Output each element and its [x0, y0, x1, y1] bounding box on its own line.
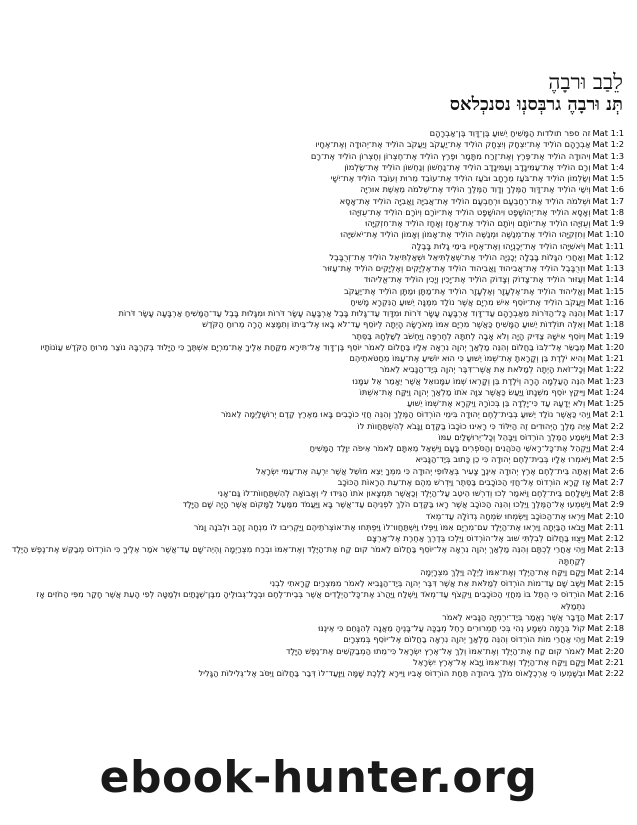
verse-row	[10, 241, 624, 252]
verse-reference: Mat 2:15	[587, 578, 624, 588]
verse-text: וַיֵּשֶׁב שָׁם עַד־מוֹת הוֹרְדוֹס לְמַלֹּאת אֵת אֲשֶׁר דִּבֶּר יְהוָה בְּיַד־הַנָּבִיא לֵאמֹר מִמִּצְרַיִם קָרָאתִי לִבְנִי	[269, 578, 586, 588]
verse-text: וְיִשַׁי הוֹלִיד אֶת־דָּוִד הַמֶּלֶךְ וְדָוִד הַמֶּלֶךְ הוֹלִיד אֶת־שְׁלֹמֹה מֵאֵשֶׁת אוּרִיָּה	[360, 184, 591, 195]
verse-row	[10, 634, 624, 645]
verse-row	[10, 387, 624, 398]
verse-row	[10, 657, 624, 668]
verse-text: וְאַחֲרֵי הִגָּלוֹת בָּבֶלָה יְכָנְיָה הוֹלִיד אֶת־שְׁאַלְתִּיאֵל וּשְׁאַלְתִּיאֵל הוֹלִיד אֶת־זְרֻבָּבֶל	[329, 251, 586, 262]
verse-text: הִנֵּה הָעַלְמָה הָרָה וְיֹלֶדֶת בֵּן וְקָרְאוּ שְׁמוֹ עִמָּנוּאֵל אֲשֶׁר יֵאָמֵר אֵל עִמָּנוּ	[352, 375, 586, 386]
verse-row	[10, 511, 624, 522]
verse-row	[10, 533, 624, 544]
verse-reference: Mat 1:8	[592, 206, 624, 217]
verse-reference: Mat 2:2	[592, 420, 624, 431]
verse-reference: Mat 2:5	[592, 454, 624, 465]
verse-row	[10, 364, 624, 375]
verse-text: וַיִּשְׁלָחֵם בֵּית־לֶחֶם וַיֹּאמַר לְכוּ וְדִרְשׁוּ הֵיטֵב עַל־הַיֶּלֶד וְכַאֲשֶׁר תִּמְצָאוּן אֹתוֹ הַגִּידוּ לִי וְאָבוֹאָה לְהִשְׁתַּחֲווֹת־לוֹ גַּם־אָנִי	[217, 488, 591, 498]
verse-text: וַיִּיקַץ יוֹסֵף מִשְּׁנָתוֹ וַיַּעַשׂ כַּאֲשֶׁר צִוָּה אֹתוֹ מַלְאַךְ יְהוָה וַיִּקַּח אֶת־אִשְׁתּוֹ	[359, 386, 586, 397]
verse-text: אָז קָרָא הוֹרְדוֹס אֶל־חֲזֵי הַכּוֹכָבִים בַּסֵּתֶר וַיִּדְרשׁ מֵהֶם אֶת־עֵת הֵרָאוֹת הַכּוֹכָב	[337, 476, 591, 487]
verse-text: זה ספר תולדות הַמָּשִׁיחַ יֵשׁוּעַ בֶּן־דָּוִד בֶּן־אַבְרָהָם	[429, 128, 591, 138]
verse-row	[10, 139, 624, 150]
verse-row	[10, 421, 624, 432]
verse-row	[10, 173, 624, 184]
verse-row	[10, 286, 624, 297]
verse-text: וּזְרֻבָּבֶל הוֹלִיד אֶת־אֲבִיהוּד וַאֲבִיהוּד הוֹלִיד אֶת־אֶלְיָקִים וְאֶלְיָקִים הוֹלִיד אֶת־עַזּוּר	[322, 263, 586, 273]
verse-text: וְרָם הוֹלִיד אֶת־עַמִּינָדָב וְעַמִּינָדָב הוֹלִיד אֶת־נַחְשׁוֹן וְנַחְשׁוֹן הוֹלִיד אֶת־שַׂלְמוֹן	[344, 161, 591, 172]
verse-reference: Mat 2:1	[592, 409, 624, 420]
verse-reference: Mat 1:12	[587, 251, 624, 262]
verse-reference: Mat 1:3	[592, 150, 624, 161]
verse-reference: Mat 1:23	[587, 375, 624, 386]
verse-row	[10, 409, 624, 420]
verse-text: וַיְהִי אַחֲרֵי לֶכְתָּם וְהִנֵּה מַלְאַךְ יְהוָה נִרְאָה אֶל־יוֹסֵף בַּחֲלוֹם לֵאמֹר קוּם קַח אֶת־הַיֶּלֶד וְאֶת־אִמּוֹ וּבְרַח מִצְרַיְמָה וֶהְיֵה־שָׁם עַד־אֲשֶׁר אֹמַר אֵלֶיךָ כִּי הוֹרְדוֹס מְבַקֵּשׁ אֶת־נֶפֶשׁ הַיֶּלֶד לְקַחְתָּהּ	[11, 544, 586, 566]
verse-row	[10, 331, 624, 342]
verse-row	[10, 499, 624, 510]
verse-reference: Mat 1:11	[587, 240, 624, 251]
verse-text: וְיוֹסֵף אִישָׁהּ צַדִּיק הָיָה וְלֹא אָבָה לְתִתָּהּ לְחֶרְפָּה וַיַּחְשֹׁב לְשַׁלְּחָהּ בַּסֵּתֶר	[351, 330, 586, 341]
verse-text: וַיִּרְאוּ אֶת־הַכּוֹכָב וַיִּשְׂמְחוּ שִׂמְחָה גְדוֹלָה עַד־מְאֹד	[425, 510, 586, 521]
verse-row	[10, 567, 624, 578]
verse-row	[10, 466, 624, 477]
verse-text: הַדָּבָר אֲשֶׁר נֶאֱמַר בְּיַד־יִרְמְיָה הַנָּבִיא לֵאמֹר	[442, 611, 586, 622]
verse-text: וְעַזּוּר הוֹלִיד אֶת־צָדוֹק וְצָדוֹק הוֹלִיד אֶת־יָכִין וְיָכִין הוֹלִיד אֶת־אֱלִיהוּד	[363, 274, 586, 285]
verse-text: וְלֹא יְדָעָהּ עַד כִּי־יָלְדָה בֵּן בְּכוֹרָהּ וַיִּקְרָא אֶת־שְׁמוֹ יֵשׁוּעַ	[407, 398, 586, 408]
verse-text: אַבְרָהָם הוֹלִיד אֶת־יִצְחָק וְיִצְחָק הוֹלִיד אֶת־יַעֲקֹב וְיַעֲקֹב הוֹלִיד אֶת־יְהוּדָה וְאֶת־אֶחָיו	[315, 139, 591, 150]
verse-text: וַיְהִי אַחֲרֵי מוֹת הוֹרְדוֹס וְהִנֵּה מַלְאַךְ יְהוָה נִרְאָה בַחֲלוֹם אֶל־יוֹסֵף בְּמִצְרָיִם	[343, 634, 586, 645]
verse-row	[10, 229, 624, 240]
verse-row	[10, 623, 624, 634]
verse-row	[10, 207, 624, 218]
verse-text: וַיָּקָם וַיִּקַּח אֶת־הַיֶּלֶד וְאֶת־אִמּוֹ לַיְלָה וַיֵּלֶךְ מִצְרָיְמָה	[420, 566, 586, 577]
verse-reference: Mat 2:16	[587, 589, 624, 600]
verse-row	[10, 252, 624, 263]
verse-row	[10, 454, 624, 465]
verse-text: וְעֻזִּיָּהוּ הוֹלִיד אֶת־יוֹתָם וְיוֹתָם הוֹלִיד אֶת־אָחָז וְאָחָז הוֹלִיד אֶת־חִזְקִיָּהוּ	[365, 218, 591, 228]
verse-reference: Mat 1:9	[592, 218, 624, 228]
verse-row	[10, 646, 624, 657]
verse-text: אַיֵּה מֶלֶךְ הַיְּהוּדִים זֶה הַיִּלּוֹד כִּי רָאִינוּ כוֹכָבוֹ בַּקֶּדֶם וַנָּבֹא לְהִשְׁתַּחֲווֹת לוֹ	[357, 420, 591, 431]
verse-row	[10, 522, 624, 533]
verse-row	[10, 263, 624, 274]
verse-row	[10, 488, 624, 499]
verse-text: וְאֵלֶּה תּוֹלְדוֹת יֵשׁוּעַ הַמָּשִׁיחַ כַּאֲשֶׁר מִרְיָם אִמּוֹ מְאֹרָשָׂה הָיְתָה לְיוֹסֵף עַד־לֹא בָאוּ אֶל־בֵּיתוֹ וְתִמָּצֵא הָרָה מֵרוּחַ הַקֹּדֶשׁ	[202, 319, 586, 330]
verse-reference: Mat 2:14	[587, 566, 624, 577]
verse-reference: Mat 1:21	[587, 353, 624, 363]
verse-row	[10, 544, 624, 567]
verse-text: וְיַעֲקֹב הוֹלִיד אֶת־יוֹסֵף אִישׁ מִרְיָם אֲשֶׁר נוֹלַד מִמֶּנָּה יֵשׁוּעַ הַנִּקְרָא מָשִׁיחַ	[350, 296, 586, 307]
verse-reference: Mat 2:9	[592, 499, 624, 510]
verse-row	[10, 319, 624, 330]
verse-reference: Mat 1:19	[587, 330, 624, 341]
verse-row	[10, 128, 624, 139]
verse-row	[10, 353, 624, 364]
verse-text: וְהִנֵּה כָּל־הַדֹּרוֹת מֵאַבְרָהָם עַד־דָּוִד אַרְבָּעָה עָשָׂר דֹּרוֹת וּמִדָּוִד עַד־גָּלוּת בָּבֶל אַרְבָּעָה עָשָׂר דֹּרוֹת וּמִגָּלוּת בָּבֶל עַד־הַמָּשִׁיחַ אַרְבָּעָה עָשָׂר דֹּרוֹת	[118, 308, 586, 318]
verse-reference: Mat 2:18	[587, 623, 624, 633]
verse-row	[10, 196, 624, 207]
verse-reference: Mat 2:17	[587, 611, 624, 622]
verse-reference: Mat 1:18	[587, 319, 624, 330]
verse-reference: Mat 1:13	[587, 263, 624, 273]
verse-text: וַיָּקָם וַיִּקַּח אֶת־הַיֶּלֶד וְאֶת־אִמּוֹ וַיָּבֹא אֶל־אֶרֶץ יִשְׂרָאֵל	[413, 656, 586, 667]
verse-reference: Mat 2:11	[587, 521, 624, 532]
verse-text: לֵאמֹר קוּם קַח אֶת־הַיֶּלֶד וְאֶת־אִמּוֹ וְלֵךְ אֶל־אֶרֶץ יִשְׂרָאֵל כִּי־מֵתוּ הַמְבַקְשִׁים אֶת־נֶפֶשׁ הַיָּלֶד	[285, 645, 586, 656]
verse-text: וְהִיא יֹלֶדֶת בֵּן וְקָרָאתָ אֶת־שְׁמוֹ יֵשׁוּעַ כִּי הוּא יוֹשִׁיעַ אֶת־עַמּוֹ מֵחַטֹּאתֵיהֶם	[349, 353, 586, 363]
verse-reference: Mat 1:5	[592, 173, 624, 183]
verse-text: וּשְׁלֹמֹה הוֹלִיד אֶת־רְחַבְעָם וּרְחַבְעָם הוֹלִיד אֶת־אֲבִיָּה וַאֲבִיָּה הוֹלִיד אֶת־אָסָא	[339, 195, 591, 206]
verse-text: וַיֹּאמְרוּ אֵלָיו בְּבֵית־לֶחֶם יְהוּדָה כִּי כֵן כָּתוּב בְּיַד־הַנָּבִיא	[415, 454, 591, 465]
verse-text: וְאַתָּה בֵּית־לֶחֶם אֶרֶץ יְהוּדָה אֵינֶךָ צָעִיר בְּאַלּוּפֵי יְהוּדָה כִּי מִמְּךָ יֵצֵא מוֹשֵׁל אֲשֶׁר יִרְעֶה אֶת־עַמִּי יִשְׂרָאֵל	[256, 465, 591, 476]
verse-reference: Mat 2:22	[587, 668, 624, 678]
verse-reference: Mat 1:10	[587, 229, 624, 240]
verse-text: וְכָל־זֹאת הָיְתָה לְמַלֹּאת אֵת אֲשֶׁר־דִּבֶּר יְהוָה בְּיַד־הַנָּבִיא לֵאמֹר	[379, 364, 586, 375]
verse-text: וְאָסָא הוֹלִיד אֶת־יְהוֹשָׁפָט וִיהוֹשָׁפָט הוֹלִיד אֶת־יוֹרָם וְיוֹרָם הוֹלִיד אֶת־עֻזִּיָּהוּ	[349, 206, 591, 217]
verse-text: וַיְהִי כַּאֲשֶׁר נוֹלַד יֵשׁוּעַ בְּבֵית־לֶחֶם יְהוּדָה בִּימֵי הוֹרְדוֹס הַמֶּלֶךְ וְהִנֵּה חֲזֵי כוֹכָבִים בָּאוּ מֵאֶרֶץ קֶדֶם יְרוּשָׁלַיְמָה לֵאמֹר	[220, 409, 591, 420]
verse-row	[10, 578, 624, 589]
verse-text: מְבַשֵּׂר אֶל־לִבּוֹ בַּחֲלוֹם וְהִנֵּה מַלְאַךְ יְהוָה נִרְאָה אֵלָיו בַּחֲלוֹם לֵאמֹר יוֹסֵף בֶּן־דָּוִד אַל־תִּירָא מִקַּחַת אֵלֶיךָ אֶת־מִרְיָם אִשְׁתֶּךָ כִּי הַיָּלוּד בְּקִרְבָּהּ נוֹצַר מֵרוּחַ הַקֹּדֶשׁ עַוֹנוֹתָיו	[40, 341, 586, 352]
verse-reference: Mat 1:24	[587, 386, 624, 397]
verse-list	[10, 128, 624, 679]
verse-text: וַיְּצֻוּוּ בַּחֲלוֹם לְבִלְתִּי שׁוּב אֶל־הוֹרְדוֹס וַיֵּלְכוּ בְּדֶרֶךְ אַחֶרֶת אֶל־אַרְצָם	[366, 533, 586, 543]
verse-reference: Mat 1:4	[592, 161, 624, 172]
verse-row	[10, 477, 624, 488]
verse-reference: Mat 1:20	[587, 341, 624, 352]
verse-reference: Mat 1:1	[592, 128, 624, 138]
book-title-line-1: לֵבַב וּרבָהֶ	[548, 70, 623, 94]
verse-row	[10, 398, 624, 409]
verse-reference: Mat 1:7	[592, 195, 624, 206]
verse-text: וַיִּשְׁמְעוּ אֶל־הַמֶּלֶךְ וַיֵּלֵכוּ וְהִנֵּה הַכּוֹכָב אֲשֶׁר רָאוּ בַּקֶּדֶם הֹלֵךְ לִפְנֵיהֶם עַד־אֲשֶׁר בָּא וַיַּעֲמֹד מִמַּעַל לַמָּקוֹם אֲשֶׁר הָיָה שָׁם הַיָּלֶד	[182, 499, 591, 510]
verse-text: הוֹרְדוֹס כִּי הֻתַּל בּוֹ מֵחֲזֵי הַכּוֹכָבִים וַיִּקְצֹף עַד־מְאֹד וַיִּשְׁלַח וַיַּהֲרֹג אֶת־כָּל־הַיְלָדִים אֲשֶׁר בְּבֵית־לֶחֶם וּבְכָל־גְּבוּלֶיהָ מִבֶּן־שְׁנָתַיִם וּלְמַטָּה לְפִי הָעֵת אֲשֶׁר חָקַר מִפִּי הַחֹזִים אָז נִתְמַלֵּא	[36, 589, 586, 611]
verse-text: וַיַּקְהֵל אֶת־כָּל־רָאשֵׁי הַכֹּהֲנִים וְהַסֹּפְרִים בָּעָם וַיִּשְׁאַל מֵאִתָּם לֵאמֹר אֵיפֹה יִוָּלֵד הַמָּשִׁיחַ	[309, 443, 591, 453]
verse-row	[10, 612, 624, 623]
verse-text: וִיהוּדָה הוֹלִיד אֶת־פֶּרֶץ וְאֶת־זֶרַח מִתָּמָר וּפֶרֶץ הוֹלִיד אֶת־חֶצְרוֹן וְחֶצְרוֹן הוֹלִיד אֶת־רָם	[310, 150, 591, 161]
verse-text: וַיִּשְׁמַע הַמֶּלֶךְ הוֹרְדוֹס וַיִּבָּהֵל וְכָל־יְרוּשָׁלַיִם עִמּוֹ	[438, 431, 591, 442]
verse-reference: Mat 2:6	[592, 465, 624, 476]
verse-reference: Mat 1:22	[587, 364, 624, 375]
verse-row	[10, 668, 624, 679]
verse-reference: Mat 2:20	[587, 645, 624, 656]
verse-reference: Mat 2:8	[592, 488, 624, 498]
verse-row	[10, 443, 624, 454]
verse-reference: Mat 2:10	[587, 510, 624, 521]
watermark-text: ebook-hunter.org	[99, 752, 538, 803]
verse-reference: Mat 2:21	[587, 656, 624, 667]
verse-text: וּבְשָׁמְעוֹ כִּי אַרְכֶלָאוֹס מֹלֵךְ בִּיהוּדָה תַּחַת הוֹרְדוֹס אָבִיו וַיִּירָא לָלֶכֶת שָׁמָּה וַיִּוָּעַד־לוֹ דְּבַר בַּחֲלוֹם וַיִּסֹּב אֶל־גְּלִילוֹת הַגָּלִיל	[198, 668, 586, 678]
book-title-line-2: תְּנ וּרבָהֶ גרבְּסנְוּ נסנכְלאס	[449, 94, 623, 115]
verse-text: וְשַׂלְמוֹן הוֹלִיד אֶת־בֹּעַז מֵרָחָב וּבֹעַז הוֹלִיד אֶת־עוֹבֵד מֵרוּת וְעוֹבֵד הוֹלִיד אֶת־יִשָׁי	[330, 173, 591, 183]
verse-text: וֶאֱלִיהוּד הוֹלִיד אֶת־אֶלְעָזָר וְאֶלְעָזָר הוֹלִיד אֶת־מַתָּן וּמַתָּן הוֹלִיד אֶת־יַעֲקֹב	[344, 285, 586, 296]
verse-reference: Mat 2:3	[592, 431, 624, 442]
verse-reference: Mat 1:2	[592, 139, 624, 150]
verse-row	[10, 297, 624, 308]
verse-reference: Mat 2:19	[587, 634, 624, 645]
verse-row	[10, 218, 624, 229]
verse-row	[10, 589, 624, 612]
verse-row	[10, 376, 624, 387]
verse-text: קוֹל בְּרָמָה נִשְׁמָע נְהִי בְּכִי תַמְרוּרִים רָחֵל מְבַכָּה עַל־בָּנֶיהָ מֵאֲנָה לְהִנָּחֵם כִּי אֵינֶנּוּ	[318, 623, 586, 633]
verse-reference: Mat 1:16	[587, 296, 624, 307]
verse-text: וְחִזְקִיָּהוּ הוֹלִיד אֶת־מְנַשֶּׁה וּמְנַשֶּׁה הוֹלִיד אֶת־אָמוֹן וְאָמוֹן הוֹלִיד אֶת־יֹאשִׁיָּהוּ	[340, 229, 586, 240]
verse-row	[10, 432, 624, 443]
verse-text: וְיֹאשִׁיָּהוּ הוֹלִיד אֶת־יְכָנְיָהוּ וְאֶת־אֶחָיו בִּימֵי גָלוּת בָּבֶלָה	[411, 240, 586, 251]
verse-reference: Mat 1:14	[587, 274, 624, 285]
verse-reference: Mat 1:25	[587, 398, 624, 408]
verse-reference: Mat 1:15	[587, 285, 624, 296]
verse-row	[10, 308, 624, 319]
verse-row	[10, 151, 624, 162]
verse-row	[10, 274, 624, 285]
verse-reference: Mat 2:13	[587, 544, 624, 555]
verse-row	[10, 342, 624, 353]
verse-reference: Mat 2:4	[592, 443, 624, 453]
verse-reference: Mat 1:17	[587, 308, 624, 318]
verse-reference: Mat 2:12	[587, 533, 624, 543]
verse-text: וַיָּבֹאוּ הַבַּיְתָה וַיִּרְאוּ אֶת־הַיֶּלֶד עִם־מִרְיָם אִמּוֹ וַיִּפְּלוּ וַיִּשְׁתַּחֲווּ־לוֹ וַיִּפְתְּחוּ אֶת־אוֹצְרֹתֵיהֶם וַיַּקְרִיבוּ לוֹ מִנְחָה זָהָב וּלְבֹנָה וָמֹר	[193, 521, 586, 532]
verse-row	[10, 162, 624, 173]
verse-reference: Mat 2:7	[592, 476, 624, 487]
verse-row	[10, 184, 624, 195]
verse-reference: Mat 1:6	[592, 184, 624, 195]
